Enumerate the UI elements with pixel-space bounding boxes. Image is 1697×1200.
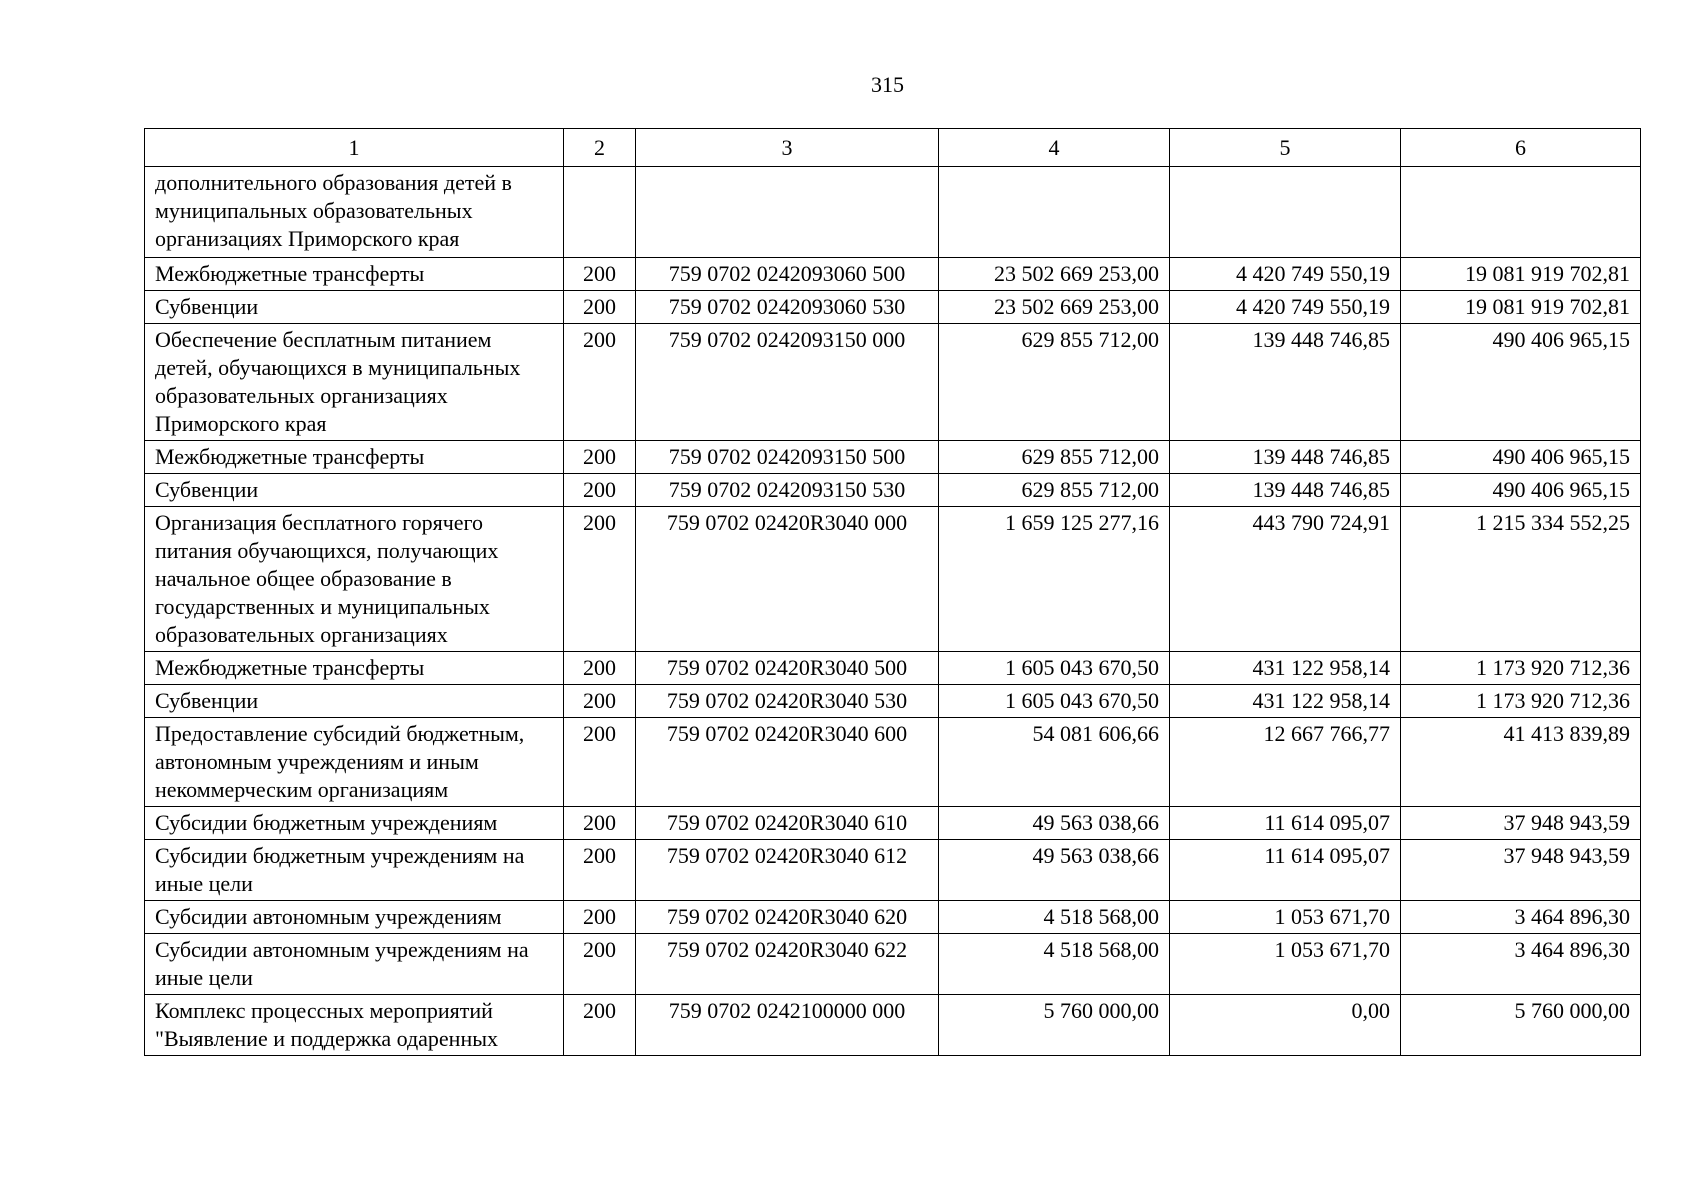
row-value-5-cell: 443 790 724,91 [1170,507,1401,652]
row-name-cell: Межбюджетные трансферты [145,441,564,474]
table-row [145,507,1641,652]
row-name-cell: Межбюджетные трансферты [145,258,564,291]
table-row [145,652,1641,685]
row-status-cell: 200 [564,324,636,441]
row-name-cell: дополнительного образования детей в муниципальных образовательных организациях Приморского края [145,167,564,258]
row-status-cell: 200 [564,995,636,1056]
row-code-cell: 759 0702 0242093150 530 [636,474,939,507]
row-value-4-cell: 4 518 568,00 [939,934,1170,995]
row-value-6-cell: 1 215 334 552,25 [1401,507,1641,652]
row-value-6-cell: 490 406 965,15 [1401,474,1641,507]
row-status-cell: 200 [564,840,636,901]
row-name-cell: Субсидии автономным учреждениям на иные цели [145,934,564,995]
row-value-6-cell: 37 948 943,59 [1401,840,1641,901]
column-header-3: 3 [636,129,939,167]
row-name-cell: Организация бесплатного горячего питания обучающихся, получающих начальное общее образование в государственных и муниципальных образовательных организациях [145,507,564,652]
row-name-cell: Предоставление субсидий бюджетным, автономным учреждениям и иным некоммерческим организациям [145,718,564,807]
row-name-cell: Субвенции [145,291,564,324]
row-value-5-cell: 139 448 746,85 [1170,441,1401,474]
row-code-cell [636,167,939,258]
row-name-cell: Субсидии бюджетным учреждениям на иные цели [145,840,564,901]
row-name-cell: Субвенции [145,474,564,507]
table-row [145,258,1641,291]
table-row [145,718,1641,807]
table-row [145,934,1641,995]
row-status-cell: 200 [564,807,636,840]
row-code-cell: 759 0702 0242093150 500 [636,441,939,474]
table-row [145,474,1641,507]
row-value-6-cell: 19 081 919 702,81 [1401,258,1641,291]
row-value-6-cell: 3 464 896,30 [1401,901,1641,934]
row-value-5-cell: 431 122 958,14 [1170,685,1401,718]
row-code-cell: 759 0702 02420R3040 000 [636,507,939,652]
row-status-cell [564,167,636,258]
row-value-5-cell: 139 448 746,85 [1170,474,1401,507]
row-name-cell: Субсидии бюджетным учреждениям [145,807,564,840]
row-code-cell: 759 0702 0242093150 000 [636,324,939,441]
row-value-6-cell [1401,167,1641,258]
table-row [145,441,1641,474]
row-value-4-cell: 629 855 712,00 [939,441,1170,474]
row-code-cell: 759 0702 02420R3040 620 [636,901,939,934]
table-row [145,840,1641,901]
table-header-row [145,129,1641,167]
row-value-6-cell: 3 464 896,30 [1401,934,1641,995]
column-header-2: 2 [564,129,636,167]
row-value-5-cell: 0,00 [1170,995,1401,1056]
row-code-cell: 759 0702 02420R3040 530 [636,685,939,718]
row-code-cell: 759 0702 02420R3040 610 [636,807,939,840]
column-header-4: 4 [939,129,1170,167]
row-value-5-cell: 139 448 746,85 [1170,324,1401,441]
row-value-4-cell: 629 855 712,00 [939,474,1170,507]
row-value-6-cell: 37 948 943,59 [1401,807,1641,840]
row-value-4-cell: 54 081 606,66 [939,718,1170,807]
row-code-cell: 759 0702 0242100000 000 [636,995,939,1056]
row-value-4-cell: 49 563 038,66 [939,807,1170,840]
row-name-cell: Субсидии автономным учреждениям [145,901,564,934]
row-value-4-cell: 629 855 712,00 [939,324,1170,441]
row-name-cell: Обеспечение бесплатным питанием детей, обучающихся в муниципальных образовательных организациях Приморского края [145,324,564,441]
column-header-6: 6 [1401,129,1641,167]
row-status-cell: 200 [564,507,636,652]
row-code-cell: 759 0702 02420R3040 600 [636,718,939,807]
row-value-4-cell: 23 502 669 253,00 [939,291,1170,324]
row-status-cell: 200 [564,718,636,807]
row-value-6-cell: 19 081 919 702,81 [1401,291,1641,324]
budget-table [144,128,1641,1056]
row-value-6-cell: 490 406 965,15 [1401,441,1641,474]
table-row [145,901,1641,934]
row-value-5-cell: 1 053 671,70 [1170,934,1401,995]
row-status-cell: 200 [564,441,636,474]
row-code-cell: 759 0702 02420R3040 612 [636,840,939,901]
row-name-cell: Комплекс процессных мероприятий "Выявление и поддержка одаренных [145,995,564,1056]
row-value-4-cell: 1 605 043 670,50 [939,652,1170,685]
row-value-6-cell: 5 760 000,00 [1401,995,1641,1056]
column-header-5: 5 [1170,129,1401,167]
row-status-cell: 200 [564,901,636,934]
row-value-6-cell: 1 173 920 712,36 [1401,685,1641,718]
row-name-cell: Субвенции [145,685,564,718]
row-value-4-cell [939,167,1170,258]
row-code-cell: 759 0702 02420R3040 622 [636,934,939,995]
page-number: 315 [871,72,904,97]
row-value-5-cell [1170,167,1401,258]
table-row [145,685,1641,718]
row-value-4-cell: 5 760 000,00 [939,995,1170,1056]
row-value-4-cell: 1 659 125 277,16 [939,507,1170,652]
row-value-5-cell: 11 614 095,07 [1170,840,1401,901]
row-value-4-cell: 4 518 568,00 [939,901,1170,934]
table-row [145,167,1641,258]
row-value-6-cell: 1 173 920 712,36 [1401,652,1641,685]
row-name-cell: Межбюджетные трансферты [145,652,564,685]
row-value-5-cell: 12 667 766,77 [1170,718,1401,807]
row-value-5-cell: 4 420 749 550,19 [1170,291,1401,324]
row-value-5-cell: 4 420 749 550,19 [1170,258,1401,291]
table-row [145,807,1641,840]
column-header-1: 1 [145,129,564,167]
table-row [145,324,1641,441]
row-code-cell: 759 0702 0242093060 500 [636,258,939,291]
row-status-cell: 200 [564,652,636,685]
row-value-4-cell: 23 502 669 253,00 [939,258,1170,291]
table-row [145,995,1641,1056]
row-code-cell: 759 0702 0242093060 530 [636,291,939,324]
row-value-5-cell: 1 053 671,70 [1170,901,1401,934]
row-value-4-cell: 1 605 043 670,50 [939,685,1170,718]
row-status-cell: 200 [564,291,636,324]
table-row [145,291,1641,324]
row-status-cell: 200 [564,258,636,291]
row-status-cell: 200 [564,934,636,995]
row-status-cell: 200 [564,474,636,507]
row-value-5-cell: 431 122 958,14 [1170,652,1401,685]
row-value-5-cell: 11 614 095,07 [1170,807,1401,840]
row-value-6-cell: 490 406 965,15 [1401,324,1641,441]
row-value-4-cell: 49 563 038,66 [939,840,1170,901]
row-value-6-cell: 41 413 839,89 [1401,718,1641,807]
row-code-cell: 759 0702 02420R3040 500 [636,652,939,685]
row-status-cell: 200 [564,685,636,718]
table-body [145,167,1641,1056]
